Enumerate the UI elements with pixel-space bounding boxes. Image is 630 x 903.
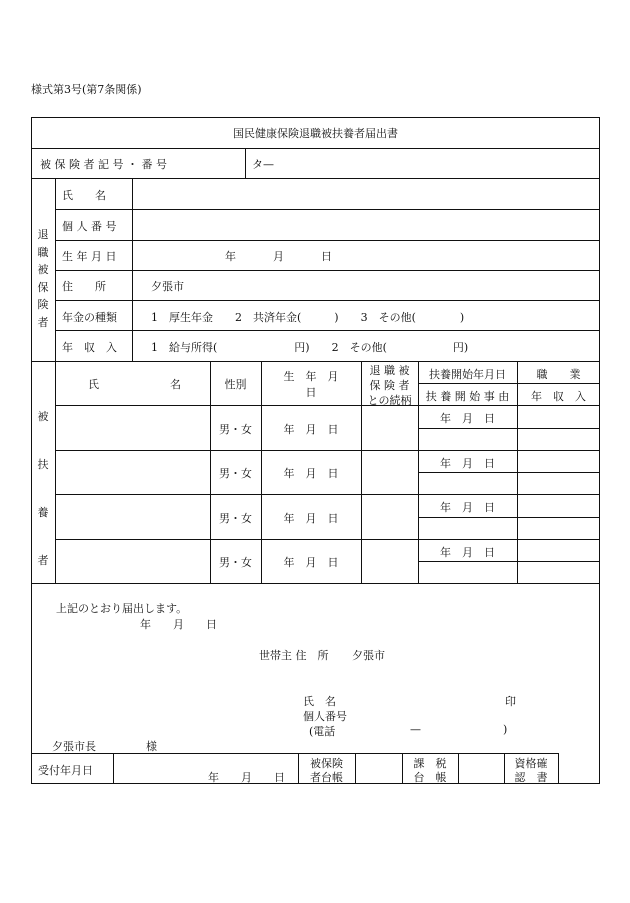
rule bbox=[355, 753, 356, 784]
retiree-individual-number-label: 個 人 番 号 bbox=[62, 220, 117, 233]
dep-row-3-sex[interactable]: 男・女 bbox=[219, 512, 252, 525]
personal-number-label: 個人番号 bbox=[303, 710, 347, 723]
dep-row-4-sex[interactable]: 男・女 bbox=[219, 556, 252, 569]
form-number-label: 様式第3号(第7条関係) bbox=[31, 83, 142, 96]
dep-row-2-birthdate: 年 月 日 bbox=[283, 467, 339, 480]
addressee-honorific: 様 bbox=[146, 740, 157, 753]
rule bbox=[55, 300, 600, 301]
cert-label-2: 認 書 bbox=[514, 771, 548, 784]
ledger-label-1: 被保険 bbox=[310, 757, 343, 770]
dependents-vertical-label: 被扶養者 bbox=[37, 410, 49, 567]
rule bbox=[245, 148, 246, 178]
form-title: 国民健康保険退職被扶養者届出書 bbox=[233, 127, 398, 140]
householder-name-label: 氏 名 bbox=[303, 695, 336, 708]
dep-row-2-sex[interactable]: 男・女 bbox=[219, 467, 252, 480]
dep-row-4-birthdate: 年 月 日 bbox=[283, 556, 339, 569]
pension-type-options[interactable]: 1 厚生年金 2 共済年金( ) 3 その他( ) bbox=[151, 311, 465, 324]
dep-header-birthdate-1: 生 年 月 bbox=[283, 370, 339, 383]
retiree-birth-day: 日 bbox=[321, 250, 332, 263]
retiree-birth-year: 年 bbox=[225, 250, 236, 263]
retiree-birth-month: 月 bbox=[273, 250, 284, 263]
dep-header-name-given: 名 bbox=[170, 378, 181, 391]
dep-row-2-start-date: 年 月 日 bbox=[440, 457, 495, 470]
rule bbox=[418, 517, 600, 518]
dep-header-relation-2: 保 険 者 bbox=[369, 379, 410, 392]
householder-address-label: 世帯主 住 所 bbox=[259, 649, 329, 662]
retiree-vertical-label: 退職被保険者 bbox=[37, 228, 49, 329]
tax-ledger-label-1: 課 税 bbox=[413, 757, 447, 770]
phone-label: (電話 bbox=[309, 725, 336, 738]
dep-row-4-start-date: 年 月 日 bbox=[440, 546, 495, 559]
dep-header-start-reason: 扶 養 開 始 事 由 bbox=[425, 390, 510, 403]
dep-header-relation-1: 退 職 被 bbox=[369, 364, 410, 377]
dep-row-3-birthdate: 年 月 日 bbox=[283, 512, 339, 525]
rule bbox=[558, 753, 559, 784]
declaration-date: 年 月 日 bbox=[140, 618, 217, 631]
rule bbox=[55, 178, 56, 583]
declaration-text: 上記のとおり届出します。 bbox=[56, 602, 188, 615]
rule bbox=[55, 539, 600, 540]
dep-header-relation-3: との続柄 bbox=[367, 394, 412, 407]
rule bbox=[55, 209, 600, 210]
insured-number-label: 被 保 険 者 記 号 ・ 番 号 bbox=[40, 158, 167, 171]
addressee: 夕張市長 bbox=[52, 740, 96, 753]
householder-address-value[interactable]: 夕張市 bbox=[352, 649, 385, 662]
receipt-date-label: 受付年月日 bbox=[38, 764, 93, 777]
cert-label-1: 資格確 bbox=[514, 757, 548, 770]
dep-header-start-date: 扶養開始年月日 bbox=[429, 368, 506, 381]
annual-income-options[interactable]: 1 給与所得( 円) 2 その他( 円) bbox=[151, 341, 469, 354]
insured-number-value[interactable]: タ— bbox=[252, 158, 274, 171]
dep-row-1-birthdate: 年 月 日 bbox=[283, 423, 339, 436]
receipt-date-value: 年 月 日 bbox=[208, 771, 285, 784]
rule bbox=[418, 383, 600, 384]
dep-header-occupation: 職 業 bbox=[536, 368, 581, 381]
rule bbox=[113, 753, 114, 784]
tax-ledger-label-2: 台 帳 bbox=[413, 771, 447, 784]
rule bbox=[55, 450, 600, 451]
rule bbox=[31, 361, 600, 362]
rule bbox=[31, 583, 600, 584]
retiree-address-label: 住 所 bbox=[62, 280, 106, 293]
rule bbox=[418, 428, 600, 429]
phone-close: ) bbox=[503, 723, 508, 736]
rule bbox=[132, 178, 133, 361]
dep-header-name-family: 氏 bbox=[88, 378, 99, 391]
rule bbox=[31, 753, 558, 754]
retiree-name-label: 氏 名 bbox=[62, 189, 106, 202]
rule bbox=[55, 405, 600, 406]
seal-mark: 印 bbox=[505, 695, 516, 708]
rule bbox=[418, 561, 600, 562]
annual-income-label: 年 収 入 bbox=[62, 341, 117, 354]
rule bbox=[31, 148, 600, 149]
pension-type-label: 年金の種類 bbox=[62, 311, 117, 324]
rule bbox=[458, 753, 459, 784]
rule bbox=[55, 494, 600, 495]
retiree-birthdate-label: 生 年 月 日 bbox=[62, 250, 117, 263]
dep-header-income: 年 収 入 bbox=[531, 390, 586, 403]
rule bbox=[55, 240, 600, 241]
dep-row-3-start-date: 年 月 日 bbox=[440, 501, 495, 514]
retiree-address-value[interactable]: 夕張市 bbox=[151, 280, 184, 293]
dep-header-birthdate-2: 日 bbox=[305, 386, 317, 399]
dep-row-1-sex[interactable]: 男・女 bbox=[219, 423, 252, 436]
rule bbox=[55, 270, 600, 271]
rule bbox=[31, 178, 600, 179]
dep-row-1-start-date: 年 月 日 bbox=[440, 412, 495, 425]
rule bbox=[55, 330, 600, 331]
ledger-label-2: 者台帳 bbox=[310, 771, 343, 784]
phone-dash: — bbox=[410, 723, 421, 736]
rule bbox=[418, 472, 600, 473]
dep-header-sex: 性別 bbox=[224, 378, 247, 391]
